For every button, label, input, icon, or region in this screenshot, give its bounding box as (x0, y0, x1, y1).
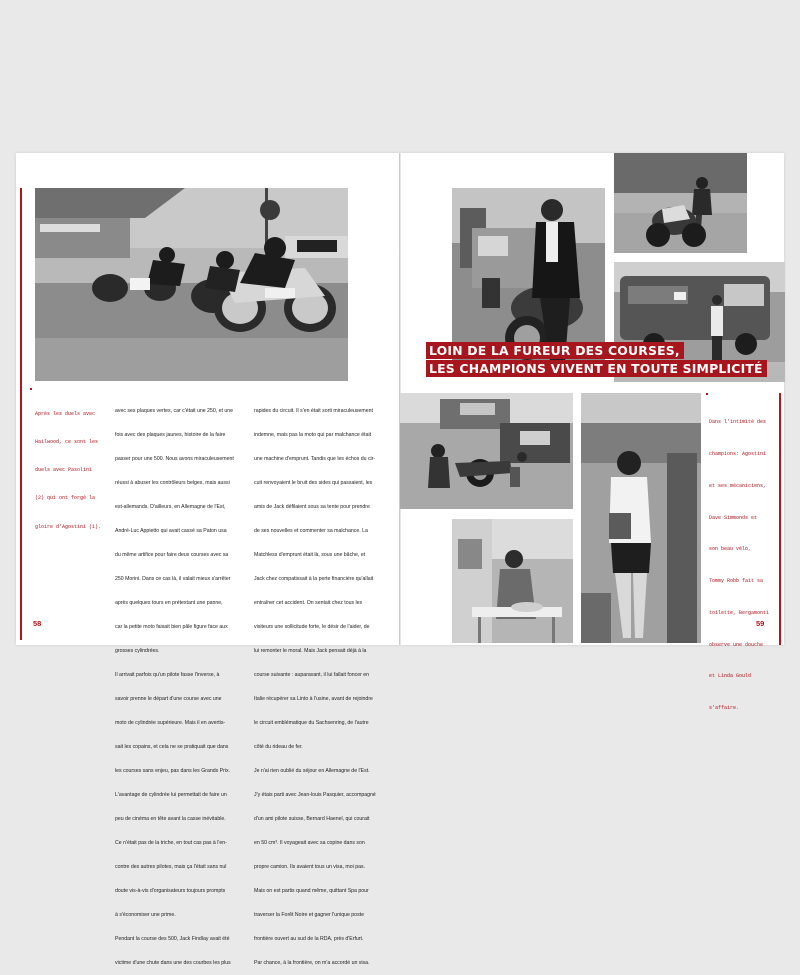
caption-line: gloire d'Agostini (1). (35, 523, 102, 530)
text-line: moto de cylindrée supérieure. Mais il en avertis- (115, 720, 226, 726)
text-line: cuit renvoyaient le bruit des sides qui passaient, les (254, 480, 373, 486)
caption-line: Tommy Robb fait sa (709, 578, 764, 585)
headline-line-2: LES CHAMPIONS VIVENT EN TOUTE SIMPLICITÉ (426, 360, 767, 377)
text-line: Matchless d'emprunt était là, sous une bâche, et (254, 552, 366, 558)
text-line: doute vis-à-vis d'organisateurs toujours prompts (115, 888, 226, 894)
text-line: Pendant la course des 500, Jack Findlay avait été (115, 936, 230, 942)
right-photo-caption (709, 396, 769, 724)
caption-line: champions: Agostini (709, 450, 767, 457)
text-line: visiteurs une sollicitude forte, le désir de l'aider, de (254, 624, 370, 630)
text-line: lui remonter le moral. Mais Jack pensait déjà à la (254, 648, 367, 654)
caption-line: observe une douche (709, 641, 764, 648)
caption-line: s'affaire. (709, 705, 740, 712)
text-line: André-Luc Appietto qui avait cassé sa Paton usa (115, 528, 227, 534)
text-line: avec ses plaques vertes, car c'était une 250, et une (115, 408, 234, 414)
text-line: L'avantage de cylindrée lui permettait de faire un (115, 792, 227, 798)
body-text-column-1 (115, 391, 234, 975)
caption-line: Après les duels avec (35, 410, 96, 417)
caption-line: Hailwood, ce sont les (35, 439, 99, 446)
text-line: fois avec des plaques jaunes, histoire de la faire (115, 432, 226, 438)
text-line: Il arrivait parfois qu'un pilote fasse l'inverse, à (115, 672, 220, 678)
caption-line: (2) qui ont forgé la (35, 495, 96, 502)
text-line: contre des autres pilotes, mais ça l'était sans nul (115, 864, 227, 870)
text-line: 250 Morini. Dans ce cas là, il valait mieux s'arrêter (115, 576, 231, 582)
text-line: de ses nouvelles et commenter sa malchance. La (254, 528, 368, 534)
photo-race-start (35, 188, 348, 381)
text-line: entraîner cet accident. On sentait chez tous les (254, 600, 363, 606)
text-line: d'un ami pilote suisse, Bernard Haenel, qui courait (254, 816, 370, 822)
text-line: frontière ouvert au sud de la RDA, près d'Erfurt. (254, 936, 364, 942)
text-line: peu de cinéma en tête avant la casse inévitable. (115, 816, 226, 822)
text-line: Italie récupérer sa Linto à l'usine, avant de rejoindre (254, 696, 373, 702)
left-accent-rule (20, 188, 22, 640)
left-photo-caption (35, 391, 101, 542)
text-line: amis de Jack défilaient sous sa tente pour prendre (254, 504, 370, 510)
caption-line: et ses mécaniciens, (709, 482, 767, 489)
right-caption-rule (706, 393, 708, 395)
caption-line: son beau vélo, (709, 546, 752, 553)
text-line: en 50 cm³. Il voyageait avec sa copine dans son (254, 840, 365, 846)
text-line: propre camion. Ils avaient tous un visa, moi pas. (254, 864, 366, 870)
text-line: Ce n'était pas de la triche, en tout cas pas à l'en- (115, 840, 227, 846)
caption-line: duels avec Pasolini (35, 467, 93, 474)
text-line: indemne, mais pas la moto qui par malchance était (254, 432, 372, 438)
text-line: Jack chez compatissait à la perte financière qu'allait (254, 576, 374, 582)
text-line: après quelques tours en prétextant une panne, (115, 600, 223, 606)
page-number-left: 58 (33, 619, 42, 628)
text-line: réussi à abuser les contrôleurs belges, mais aussi (115, 480, 230, 486)
text-line: une machine d'emprunt. Tandis que les échos du cir- (254, 456, 376, 462)
headline-banner (426, 342, 767, 378)
caption-line: Dave Simmonds et (709, 514, 758, 521)
text-line: rapides du circuit. Il s'en était sorti miraculeusement (254, 408, 373, 414)
text-line: sait les copains, et cela ne se pratiquait que dans (115, 744, 229, 750)
text-line: côté du rideau de fer. (254, 744, 303, 750)
text-line: est-allemands. D'ailleurs, en Allemagne de l'Est, (115, 504, 226, 510)
page-number-right: 59 (756, 619, 765, 628)
left-caption-rule (30, 388, 32, 390)
body-text-column-2 (254, 391, 376, 975)
text-line: Je n'ai rien oublié du séjour en Allemagne de l'Est. (254, 768, 370, 774)
text-line: du même artifice pour faire deux courses avec sa (115, 552, 229, 558)
text-line: car la petite moto faisait bien pâle figure face aux (115, 624, 228, 630)
caption-line: toilette, Bergamonti (709, 609, 770, 616)
text-line: savoir prenne le départ d'une course avec une (115, 696, 222, 702)
text-line: Mais on est partis quand même, quittant Spa pour (254, 888, 369, 894)
text-line: victime d'une chute dans une des courbes les plus (115, 960, 231, 966)
text-line: le circuit emblématique du Sachsenring, de l'autre (254, 720, 369, 726)
right-accent-rule (779, 393, 781, 645)
photo-rider-towel (581, 393, 701, 643)
text-line: traverser la Forêt Noire et gagner l'unique poste (254, 912, 364, 918)
text-line: grosses cylindrées. (115, 648, 160, 654)
headline-line-1: LOIN DE LA FUREUR DES COURSES, (426, 342, 684, 359)
text-line: les courses sans enjeu, pas dans les Grands Prix. (115, 768, 231, 774)
caption-line: Dans l'intimité des (709, 419, 767, 426)
photo-caravan-woman (452, 519, 573, 643)
photo-paddock-cars (400, 393, 573, 509)
caption-line: et Linda Gould (709, 673, 752, 680)
text-line: passer pour une 500. Nous avons miraculeusement (115, 456, 234, 462)
text-line: course suivante : auparavant, il lui fallait foncer en (254, 672, 370, 678)
text-line: Par chance, à la frontière, on m'a accordé un visa. (254, 960, 370, 966)
text-line: à s'économiser une prime. (115, 912, 176, 918)
photo-rider-with-bike (614, 153, 747, 253)
text-line: J'y étais parti avec Jean-louis Pasquier, accompagné (254, 792, 376, 798)
